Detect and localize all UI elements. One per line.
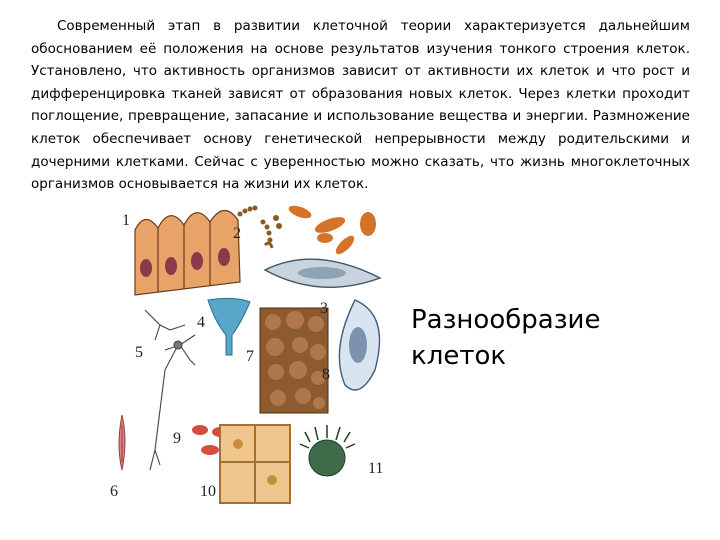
figure-label-4: 4 (197, 314, 205, 331)
figure-label-1: 1 (122, 212, 130, 229)
spiny-cell-image (300, 425, 355, 476)
plant-tissue-image (260, 308, 328, 413)
body-paragraph: Современный этап в развитии клеточной теории характеризуется дальнейшим обоснованием её положения на основе результатов изучения тонкого строения клеток. Установлено, что активность организмов зависит от активности их клеток и что рост и дифференцировка тканей зависят от образования новых клеток. Через клетки проходит поглощение, превращение, запасание и использование вещества и энергии. Размножение клеток обеспечивает основу генетической непрерывности между родительскими и дочерними клетками. Сейчас с уверенностью можно сказать, что жизнь многоклеточных организмов основывается на жизни их клеток. (31, 18, 690, 193)
figure-label-3: 3 (320, 300, 328, 317)
plant-cells-image (220, 425, 290, 503)
cell-diversity-illustration (100, 200, 400, 505)
figure-label-11: 11 (368, 460, 384, 477)
muscle-cell-image (119, 415, 125, 470)
figure-label-10: 10 (200, 483, 216, 500)
epithelial-cells-image (135, 210, 240, 295)
figure-label-6: 6 (110, 483, 118, 500)
figure-label-8: 8 (322, 366, 330, 383)
spindle-cell-image (265, 259, 380, 287)
figure-caption: Разнообразие клеток (411, 305, 601, 371)
bacteria-image (238, 203, 377, 257)
figure-label-2: 2 (233, 225, 241, 242)
figure-label-5: 5 (135, 344, 143, 361)
figure-label-9: 9 (173, 430, 181, 447)
goblet-cell-image (208, 298, 250, 355)
figure-label-7: 7 (246, 348, 254, 365)
neuron-image (145, 310, 195, 470)
ciliate-cell-image (339, 300, 379, 390)
